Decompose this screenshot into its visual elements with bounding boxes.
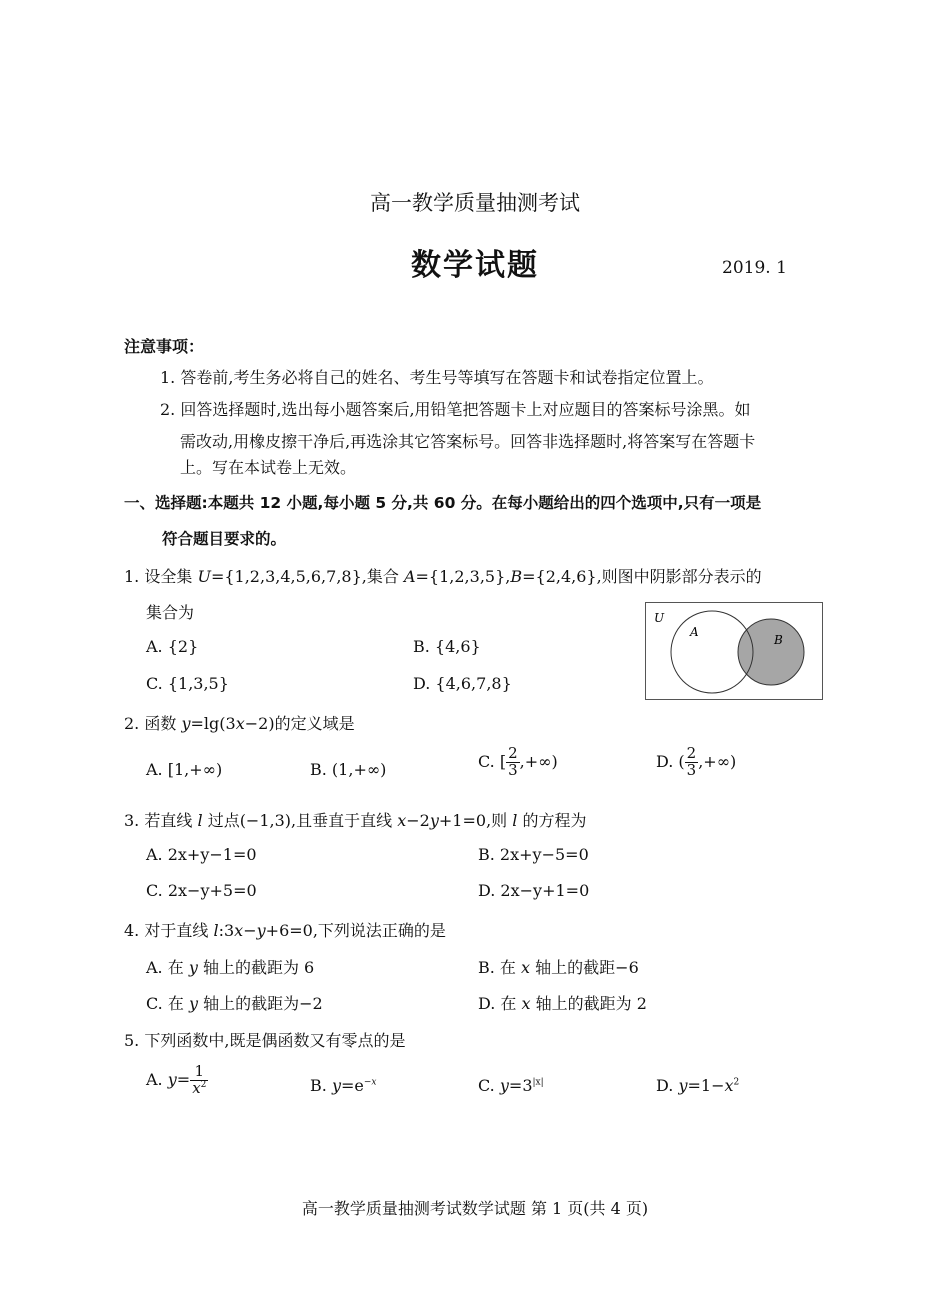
question-2-option-a: A. [1,+∞) [146,760,223,779]
fraction [685,746,699,779]
math-variable: y [188,994,198,1013]
fraction-denominator: 3 [508,760,518,779]
exponent: |x| [532,1077,544,1088]
question-2-stem [124,711,355,734]
question-5-option-a [146,1064,208,1097]
set-variable: B [510,567,523,586]
option-text: ,+∞) [698,751,737,771]
math-variable: y [331,1076,341,1095]
venn-label-a: A [690,625,699,639]
math-variable: l [197,811,203,830]
stem-text: ={2,4,6},则图中阴影部分表示的 [522,567,762,586]
stem-text: 设全集 [144,567,193,586]
question-2-option-d [656,746,736,779]
math-variable: x [192,1078,201,1097]
option-text: D. 在 [478,994,517,1013]
math-variable: l [512,811,518,830]
exam-title: 数学试题 [411,248,539,283]
fraction-denominator: 3 [686,760,697,779]
option-text: =e [340,1076,364,1095]
option-text: =3 [508,1076,533,1095]
question-number: 1. [124,567,140,586]
question-3-stem [124,808,586,831]
question-3-option-c: C. 2x−y+5=0 [146,881,257,900]
fraction-numerator: 1 [190,1064,208,1081]
option-text: 轴上的截距为−2 [203,994,323,1013]
venn-label-u: U [654,611,665,625]
notice-item-1: 1. 答卷前,考生务必将自己的姓名、考生号等填写在答题卡和试卷指定位置上。 [160,368,714,387]
set-variable: U [197,567,211,586]
question-1-option-b: B. {4,6} [413,637,481,656]
exam-subtitle: 高一教学质量抽测考试 [370,191,580,215]
stem-text: +6=0,下列说法正确的是 [265,921,446,940]
question-number: 3. [124,811,140,830]
question-number: 4. [124,921,140,940]
question-5-option-d [656,1076,739,1095]
option-text: =1− [687,1076,725,1095]
fraction [190,1064,208,1097]
question-4-option-a [146,955,314,978]
math-variable: x [397,811,407,830]
option-text: D. ( [656,751,685,771]
math-variable: l [213,921,219,940]
question-4-option-b [478,955,639,978]
stem-text: −2 [406,811,430,830]
notice-item-2-line-3: 上。写在本试卷上无效。 [180,458,357,477]
stem-text: 若直线 [144,811,193,830]
section-1-heading: 一、选择题:本题共 12 小题,每小题 5 分,共 60 分。在每小题给出的四个选项中,只有一项是 [124,494,762,512]
question-1-option-d: D. {4,6,7,8} [413,674,512,693]
math-variable: x [521,958,531,977]
question-3-option-a: A. 2x+y−1=0 [146,845,257,864]
fraction [506,746,520,779]
question-1-stem [124,564,762,587]
option-text: = [176,1069,191,1089]
option-text: D. [656,1076,674,1095]
math-variable: x [724,1076,734,1095]
stem-text: 函数 [144,714,177,733]
stem-text: :3 [218,921,235,940]
option-text: ,+∞) [519,751,558,771]
math-variable: y [181,714,191,733]
exponent: −x [363,1077,377,1088]
fraction-numerator: 2 [686,744,697,762]
question-2-option-c [478,746,558,779]
math-variable: y [167,1069,177,1089]
option-text: B. 在 [478,958,516,977]
fraction-numerator: 2 [508,744,518,762]
math-variable: y [678,1076,688,1095]
math-variable: x [521,994,531,1013]
exponent: 2 [733,1077,740,1088]
set-b-circle [738,619,804,685]
notice-item-2-line-2: 需改动,用橡皮擦干净后,再选涂其它答案标号。回答非选择题时,将答案写在答题卡 [180,432,756,451]
question-5-option-b [310,1076,376,1095]
question-1-option-c: C. {1,3,5} [146,674,229,693]
question-number: 5. [124,1031,140,1050]
question-2-option-b: B. (1,+∞) [310,760,387,779]
stem-text: 的方程为 [522,811,587,830]
question-5-stem [124,1028,405,1051]
question-3-option-d: D. 2x−y+1=0 [478,881,590,900]
venn-diagram [645,602,823,700]
question-1-option-a: A. {2} [146,637,199,656]
option-text: B. [310,1076,327,1095]
option-text: 轴上的截距−6 [535,958,639,977]
option-text: A. 在 [146,958,184,977]
venn-label-b: B [774,633,783,647]
page-footer: 高一教学质量抽测考试数学试题 第 1 页(共 4 页) [301,1199,649,1218]
stem-text: − [243,921,257,940]
stem-text: 对于直线 [144,921,209,940]
option-text: A. [146,1069,163,1089]
option-text: C. [478,1076,495,1095]
question-4-option-d [478,991,647,1014]
question-3-option-b: B. 2x+y−5=0 [478,845,589,864]
question-4-stem [124,918,446,941]
stem-text: 下列函数中,既是偶函数又有零点的是 [144,1031,406,1050]
stem-text: +1=0,则 [438,811,508,830]
option-text: 轴上的截距为 6 [202,958,315,977]
option-text: 轴上的截距为 2 [535,994,647,1013]
math-variable: x [234,921,244,940]
question-5-option-c [478,1076,544,1095]
set-variable: A [403,567,416,586]
math-variable: y [256,921,266,940]
notice-title: 注意事项： [124,337,205,356]
question-1-stem-line-2: 集合为 [146,603,195,622]
exponent: 2 [200,1079,207,1090]
question-number: 2. [124,714,140,733]
stem-text: =lg(3 [190,714,236,733]
exam-date: 2019. 1 [722,258,787,278]
question-4-option-c [146,991,323,1014]
stem-text: −2)的定义域是 [244,714,355,733]
notice-item-2-line-1: 2. 回答选择题时,选出每小题答案后,用铅笔把答题卡上对应题目的答案标号涂黑。如 [160,400,751,419]
math-variable: y [188,958,198,977]
option-text: C. 在 [146,994,184,1013]
option-text: C. [ [478,751,507,771]
stem-text: ={1,2,3,4,5,6,7,8},集合 [210,567,399,586]
section-1-heading-line-2: 符合题目要求的。 [162,530,287,548]
fraction-denominator [190,1078,208,1097]
stem-text: 过点(−1,3),且垂直于直线 [207,811,393,830]
math-variable: y [499,1076,509,1095]
math-variable: x [235,714,245,733]
math-variable: y [429,811,439,830]
stem-text: ={1,2,3,5}, [415,567,511,586]
